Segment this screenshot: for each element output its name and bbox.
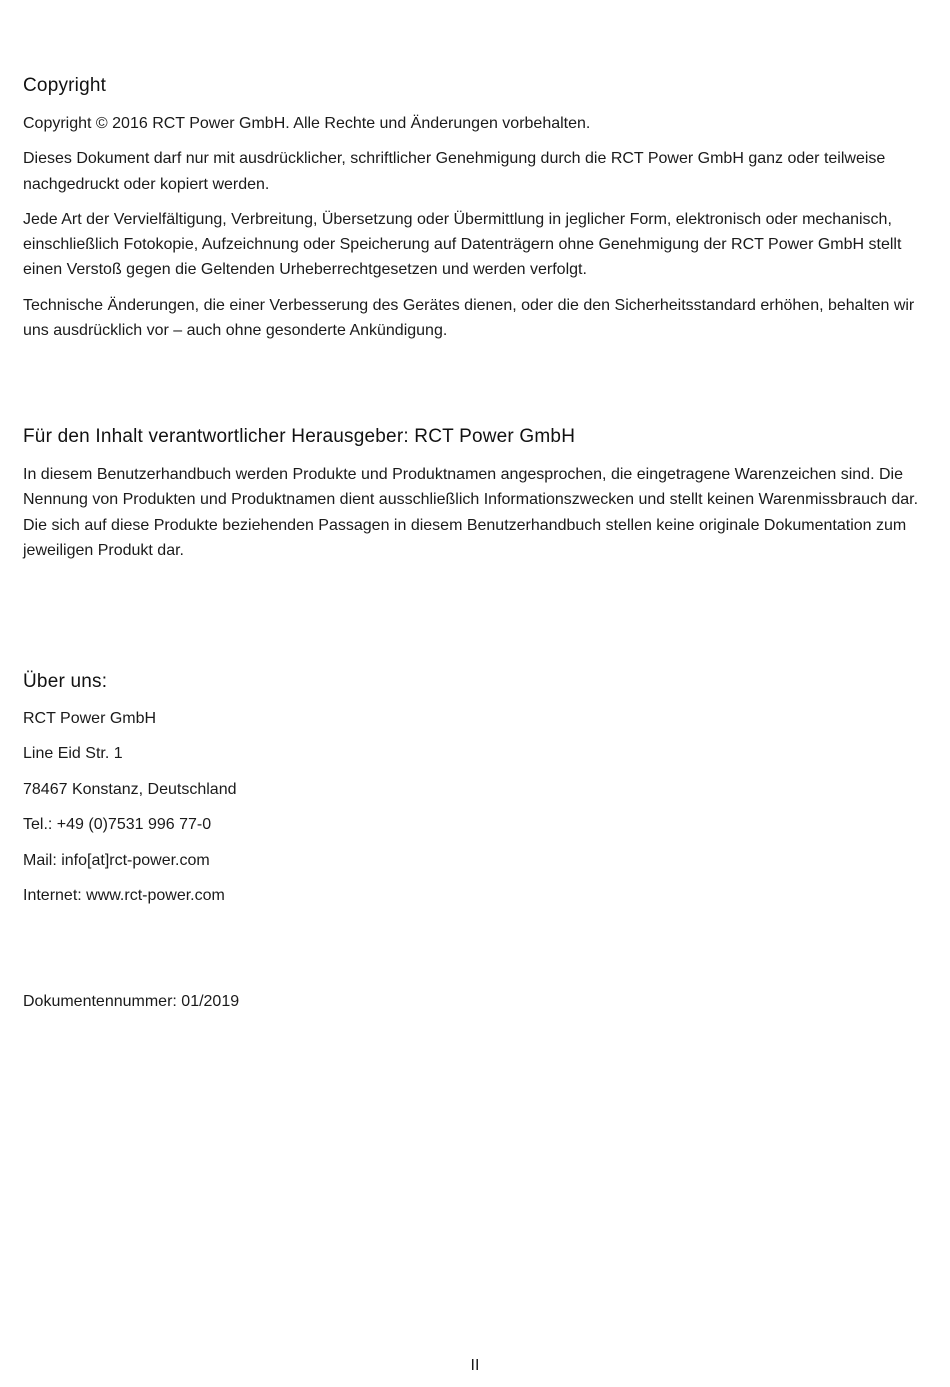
trademark-paragraph: In diesem Benutzerhandbuch werden Produkte und Produktnamen angesprochen, die eingetragene Warenzeichen sind. Die Nennung von Produkten und Produktnamen dient ausschließlich Informationszwecken und stellt keinen Warenmissbrauch dar.: [23, 466, 919, 509]
about-section: [23, 670, 928, 920]
distribution-paragraph: Jede Art der Vervielfältigung, Verbreitung, Übersetzung oder Übermittlung in jeglicher Form, elektronisch oder mechanisch, einschließlich Fotokopie, Aufzeichnung oder Speicherung auf Datenträgern ohne Genehmigung der RCT Power GmbH stellt einen Verstoß gegen die Geltenden Urheberrechtgesetzen und werden verfolgt.: [23, 210, 902, 279]
phone-number: Tel.: +49 (0)7531 996 77-0: [23, 816, 212, 833]
city-address: 78467 Konstanz, Deutschland: [23, 781, 237, 798]
document-number: Dokumentennummer: 01/2019: [23, 993, 240, 1010]
about-heading: Über uns:: [23, 671, 108, 692]
publisher-section: [23, 425, 928, 563]
copyright-section: [23, 74, 928, 343]
mail-address: Mail: info[at]rct-power.com: [23, 852, 210, 869]
street-address: Line Eid Str. 1: [23, 745, 123, 762]
technical-changes-paragraph: Technische Änderungen, die einer Verbesserung des Gerätes dienen, oder die den Sicherheitsstandard erhöhen, behalten wir uns ausdrücklich vor – auch ohne gesonderte Ankündigung.: [23, 296, 915, 340]
copyright-heading: Copyright: [23, 75, 107, 96]
reproduction-paragraph: Dieses Dokument darf nur mit ausdrücklicher, schriftlicher Genehmigung durch die RCT Power GmbH ganz oder teilweise nachgedruckt oder kopiert werden.: [23, 150, 886, 193]
company-name: RCT Power GmbH: [23, 710, 157, 727]
internet-address: Internet: www.rct-power.com: [23, 887, 225, 904]
copyright-notice: Copyright © 2016 RCT Power GmbH. Alle Rechte und Änderungen vorbehalten.: [23, 115, 591, 132]
documentation-paragraph: Die sich auf diese Produkte beziehenden Passagen in diesem Benutzerhandbuch stellen keine originale Dokumentation zum jeweiligen Produkt dar.: [23, 516, 907, 559]
page-number: II: [470, 1357, 480, 1374]
publisher-heading: Für den Inhalt verantwortlicher Herausgeber: RCT Power GmbH: [23, 426, 576, 447]
